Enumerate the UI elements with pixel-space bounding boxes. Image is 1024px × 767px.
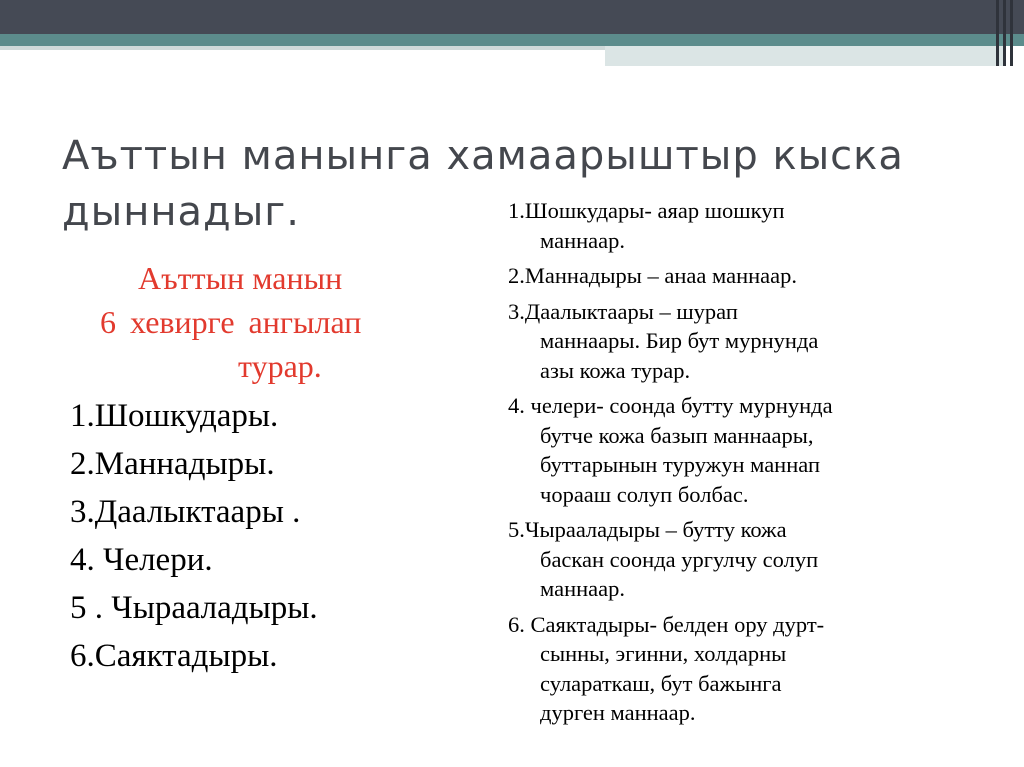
header-accent-line [0,46,605,50]
description-item [508,261,1008,291]
description-line: маннаары. Бир бут мурнунда [540,328,819,353]
description-item [508,391,1008,509]
left-list [70,392,490,680]
list-item: 5 . Чыраaладыры. [70,590,318,626]
description-line: 5.Чыраaладыры – бутту кожа [508,517,787,542]
left-heading-line-3: турар. [238,348,322,384]
list-item: 3.Даалыктаары . [70,494,301,530]
description-line: маннаар. [540,227,626,253]
description-item [508,515,1008,604]
description-line: азы кожа турар. [540,357,691,383]
description-line: сулараткаш, бут бажынга [540,670,782,696]
description-line: маннаар. [540,576,626,601]
description-line: 2.Маннадыры – анаа маннаар. [508,263,797,288]
list-item: 6.Саяктадыры. [70,638,278,674]
right-column [508,196,1008,734]
header-band [0,0,1024,34]
description-item [508,196,1008,255]
description-item [508,297,1008,386]
list-item: 2.Маннадыры. [70,446,275,482]
description-line: 4. челери- соонда бутту мурнунда [508,393,833,418]
description-line: 3.Даалыктаары – шурап [508,298,738,324]
list-item: 1.Шошкудары. [70,398,279,434]
description-item [508,610,1008,728]
left-column [70,256,490,680]
list-item: 4. Челери. [70,542,213,578]
description-line: баскан соонда ургулчу солуп [540,546,819,572]
left-heading-line-2: 6 хевирге ангылап [100,304,362,340]
description-line: сынны, эгинни, холдарны [540,641,787,666]
header-accent-block [605,46,1005,66]
left-heading-line-1: Аъттын манын [138,260,343,296]
description-line: 1.Шошкудары- аяар шошкуп [508,198,785,223]
description-line: бутче кожа базып маннаары, [540,422,814,448]
slide-title-line-1: Аъттын манынга хамаарыштыр кыска [62,133,904,179]
description-line: чорааш солуп болбас. [540,481,749,507]
description-line: буттарынын туружун маннап [540,452,820,477]
header-accent-band [0,34,1024,46]
description-line: 6. Саяктадыры- белден ору дурт- [508,611,825,637]
slide-title-line-2: дыннадыг. [62,189,301,235]
header-stripe [996,0,999,66]
header-stripe [1003,0,1006,66]
header-stripe [1010,0,1013,66]
description-line: дурген маннаар. [540,700,696,725]
